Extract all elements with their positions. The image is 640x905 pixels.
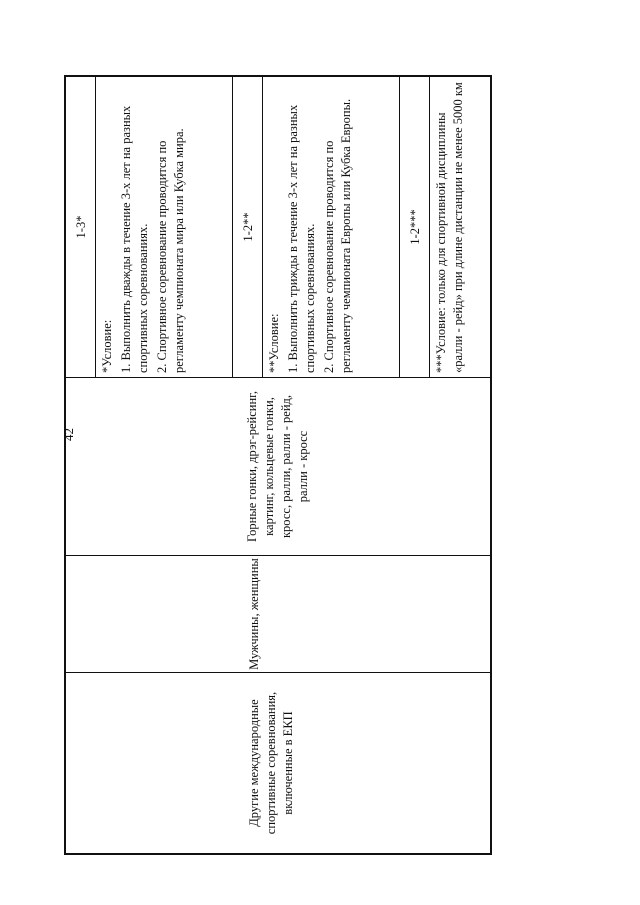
condition-1-title: *Условие: [100, 319, 114, 373]
condition-2-item-1: 1. Выполнить трижды в течение 3-х лет на разных спортивных соревнованиях. [285, 104, 317, 373]
condition-1-item-1: 1. Выполнить дважды в течение 3-х лет на разных спортивных соревнованиях. [118, 105, 150, 373]
places-range-2: 1-2** [233, 77, 263, 377]
competition-cell [66, 672, 490, 853]
places-range-3: 1-2*** [400, 77, 430, 377]
places-block-2 [233, 77, 400, 377]
condition-1 [96, 77, 232, 377]
gender-cell [66, 555, 490, 672]
competition-text: Другие международные спортивные соревнования, включенные в ЕКП [247, 691, 295, 835]
qualification-table [64, 75, 492, 855]
places-block-1 [66, 77, 233, 377]
condition-2-item-2: 2. Спортивное соревнование проводится по регламенту чемпионата Европы или Кубка Европы. [321, 98, 353, 373]
condition-1-item-2: 2. Спортивное соревнование проводится по регламенту чемпионата мира или Кубка мира. [154, 128, 186, 373]
page-number: 42 [61, 428, 76, 441]
gender-text: Мужчины, женщины [247, 558, 261, 670]
condition-3 [430, 77, 471, 377]
condition-2 [263, 77, 399, 377]
places-cell [66, 77, 490, 377]
disciplines-text: Горные гонки, дрэг-рейсинг, картинг, кольцевые гонки, кросс, ралли, ралли - рейд, ралли - кросс [245, 391, 310, 542]
places-block-3 [400, 77, 471, 377]
places-range-1: 1-3* [66, 77, 96, 377]
disciplines-cell [66, 377, 490, 555]
condition-3-text: ***Условие: только для спортивной дисциплины «ралли - рейд» при длине дистанции не менее 5000 км [434, 82, 465, 373]
condition-2-title: **Условие: [267, 313, 281, 373]
